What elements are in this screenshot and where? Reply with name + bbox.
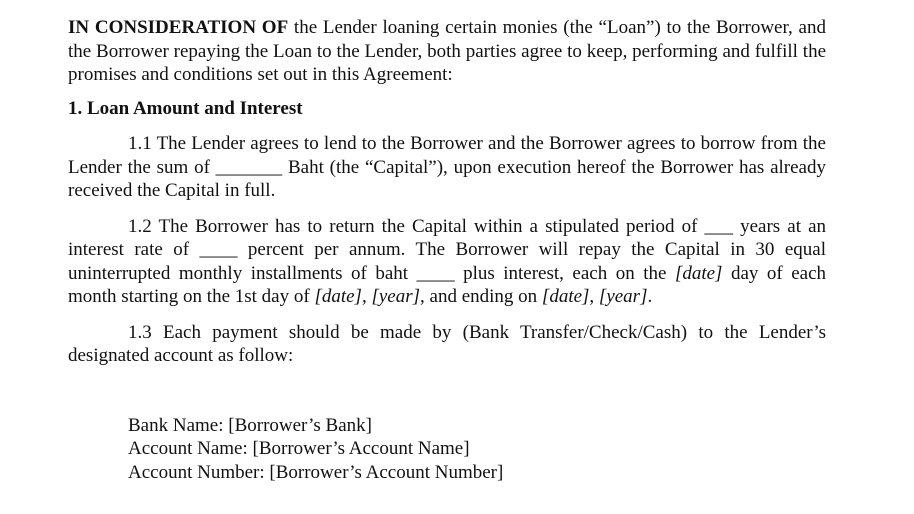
- clause-1-2-text-d: , and ending on: [420, 286, 542, 307]
- date-placeholder: [date]: [541, 286, 590, 307]
- section-heading: 1. Loan Amount and Interest: [68, 97, 303, 119]
- document-page: [68, 16, 826, 484]
- clause-1-2: [68, 215, 826, 309]
- date-placeholder: [date]: [674, 262, 723, 284]
- bank-details: [68, 414, 826, 485]
- clause-1-1: 1.1 The Lender agrees to lend to the Borrower and the Borrower agrees to borrow from the Lender the sum of _______ Baht (the “Capital”), upon execution hereof the Borrower has already received the Capital in full.: [68, 133, 826, 201]
- clause-1-3: 1.3 Each payment should be made by (Bank Transfer/Check/Cash) to the Lender’s designated account as follow:: [68, 321, 826, 366]
- intro-lead: IN CONSIDERATION OF: [68, 17, 289, 38]
- clause-1-2-text-a: 1.2 The Borrower has to return the Capital within a stipulated period of ___ years at an interest rate of ____ percent per annum. The Borrower will repay the Capital in 30 equal uninterrupted monthly installments of baht ____ plus interest, each on the: [68, 215, 826, 284]
- intro-paragraph: [68, 16, 826, 87]
- year-placeholder: [year]: [598, 286, 648, 307]
- account-number-line: Account Number: [Borrower’s Account Number]: [128, 461, 504, 483]
- clause-1-2-text-c: ,: [361, 286, 372, 307]
- clause-1-2-text-e: ,: [589, 286, 599, 307]
- bank-name-line: Bank Name: [Borrower’s Bank]: [128, 414, 372, 436]
- clause-1-2-text-b: day of each month starting on the 1st day of: [68, 262, 827, 307]
- year-placeholder: [year]: [371, 286, 421, 307]
- clause-1-2-text-f: .: [647, 286, 653, 307]
- intro-text: the Lender loaning certain monies (the “Loan”) to the Borrower, and the Borrower repaying the Loan to the Lender, both parties agree to keep, performing and fulfill the promises and conditions set out in this Agreement:: [68, 17, 826, 85]
- date-placeholder: [date]: [314, 286, 362, 307]
- account-name-line: Account Name: [Borrower’s Account Name]: [128, 438, 470, 459]
